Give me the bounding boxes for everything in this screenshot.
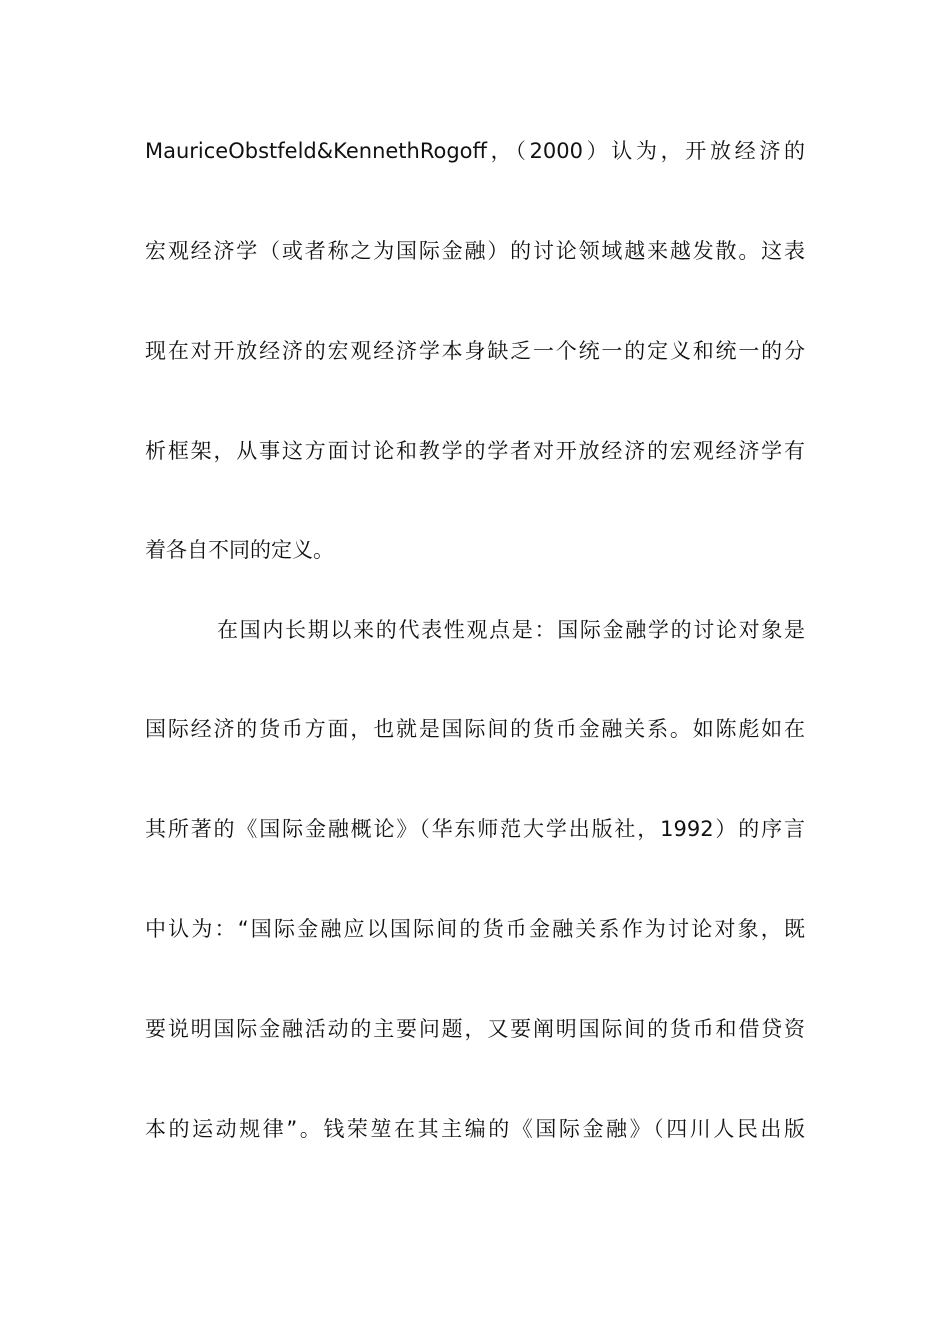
text-line: 其所著的《国际金融概论》（华东师范大学出版社，1992）的序言 [145,817,805,841]
text-line: 国际经济的货币方面，也就是国际间的货币金融关系。如陈彪如在 [145,717,805,741]
text-line: 析框架，从事这方面讨论和教学的学者对开放经济的宏观经济学有 [145,439,805,463]
text-line: 宏观经济学（或者称之为国际金融）的讨论领域越来越发散。这表 [145,239,805,263]
text-line: 中认为：“国际金融应以国际间的货币金融关系作为讨论对象，既 [145,917,805,941]
text-line: 现在对开放经济的宏观经济学本身缺乏一个统一的定义和统一的分 [145,339,805,363]
text-line: 着各自不同的定义。 [145,538,334,562]
text-line: 本的运动规律”。钱荣堃在其主编的《国际金融》（四川人民出版 [145,1117,805,1141]
text-line: MauriceObstfeld&KennethRogoff，（2000）认为，开放经济的 [145,139,805,163]
text-line: 要说明国际金融活动的主要问题，又要阐明国际间的货币和借贷资 [145,1017,805,1041]
text-line: 在国内长期以来的代表性观点是：国际金融学的讨论对象是 [217,618,805,642]
